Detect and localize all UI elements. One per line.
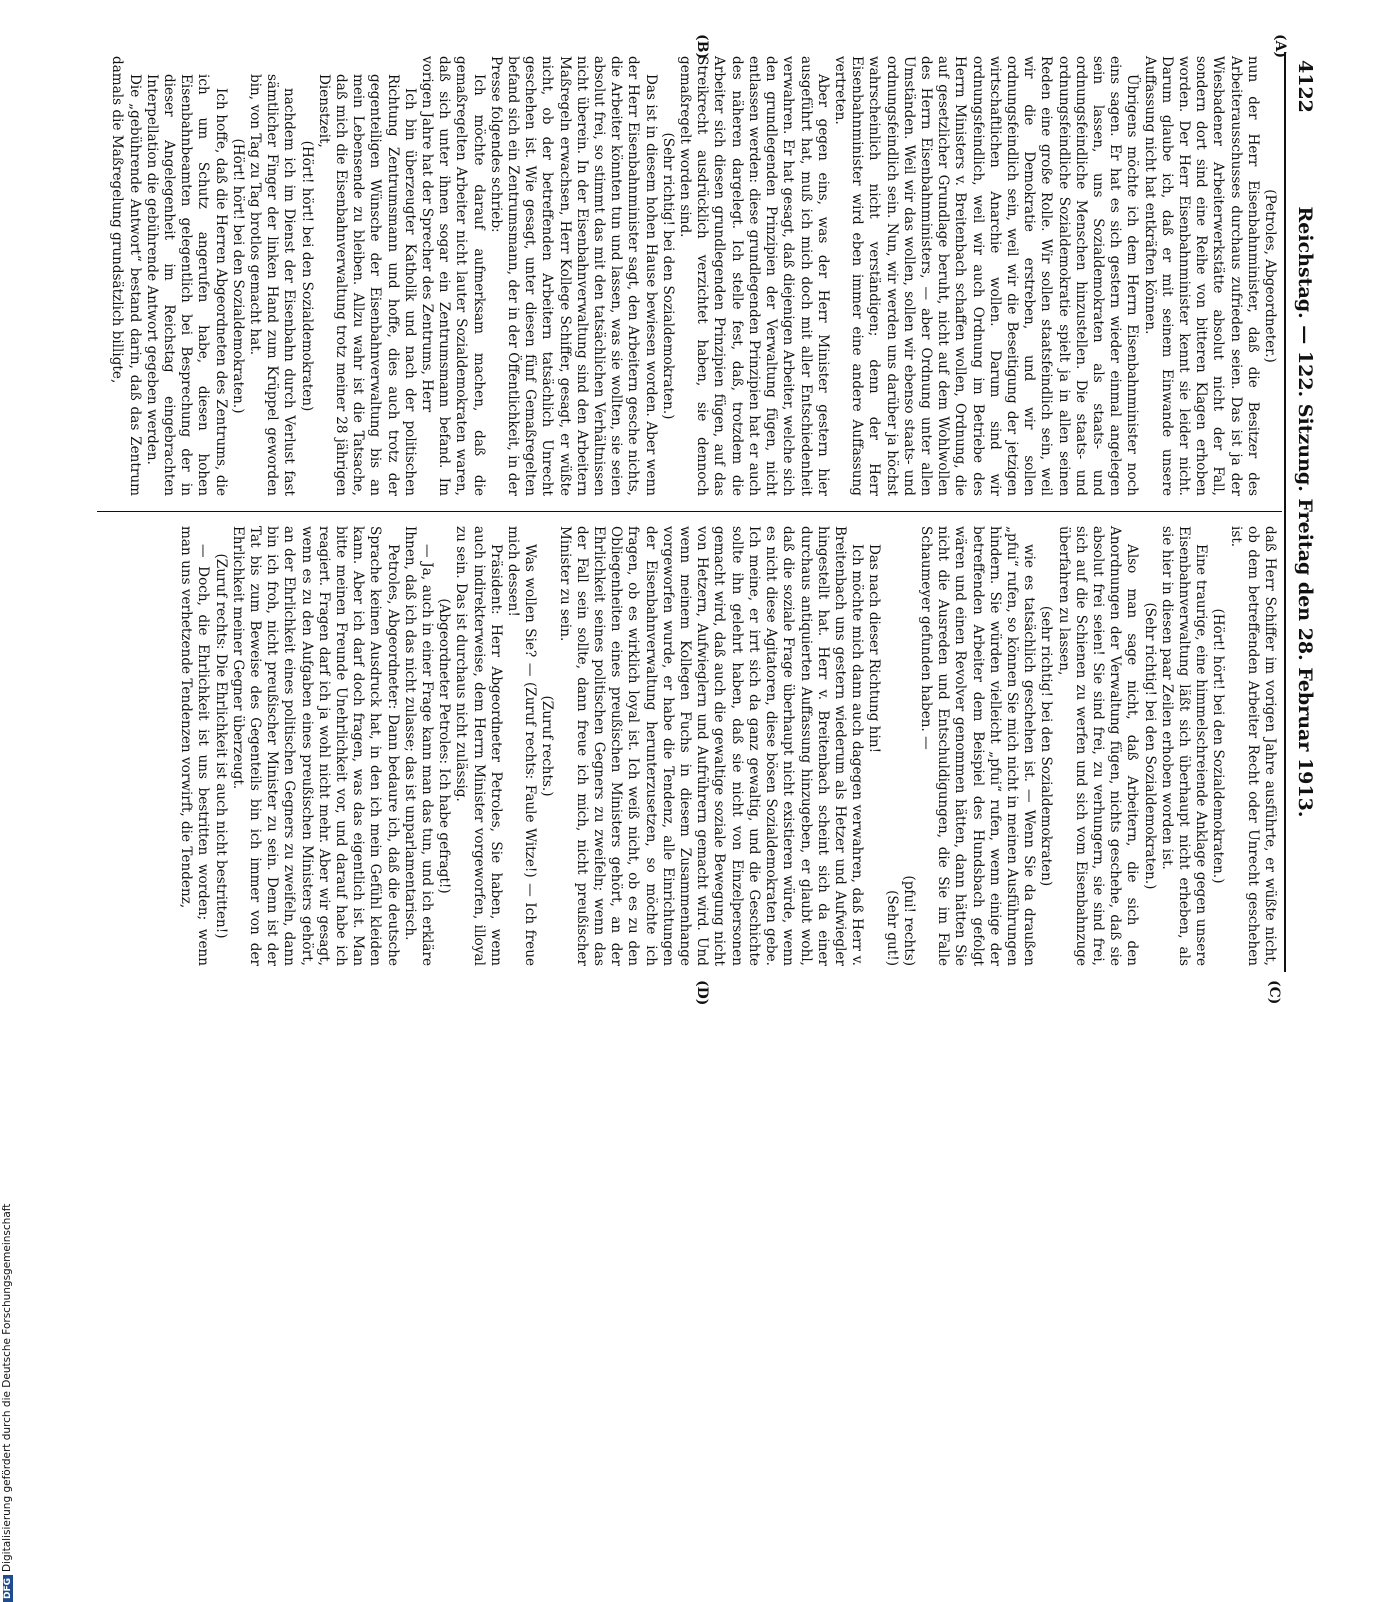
interjection: (Abgeordneter Petroles: Ich habe gefragt!) <box>436 598 453 894</box>
paragraph: wie es tatsächlich geschehen ist. — Wenn Sie da draußen „pfui“ rufen, so können Sie mich nicht in meinen Ausführungen hindern. Sie würden vielleicht „pfui“ rufen, wenn einige der betreffenden Arbeiter dem Beispiel des Hundsbach gefolgt wären und einen Revolver genommen hätten, dann hätten Sie nicht die Ausreden und Entschuldigungen, die Sie im Falle Schaumeyer gefunden haben. — <box>917 526 1038 966</box>
paragraph: Aber gegen eins, was der Herr Minister gestern hier ausgeführt hat, muß ich mich doch mit aller Entschiedenheit verwahren. Er hat gesagt, daß diejenigen Arbeiter, welche sich den grundlegenden Prinzipien der Verwaltung fügen, nicht entlassen werden: diese grundlegenden Prinzipien hat er auch des näheren dargelegt. Ich stelle fest, daß, trotzdem die Arbeiter sich diesen grundlegenden Prinzipien fügen, auf das Streikrecht ausdrücklich verzichtet haben, sie dennoch gemaßregelt worden sind. <box>677 56 831 496</box>
paragraph: Was wollen Sie? — (Zuruf rechts: Faule Witze!) — Ich freue mich dessen! <box>505 526 539 966</box>
margin-mark-b: (B) <box>694 34 710 60</box>
paragraph: Ich möchte mich dann auch dagegen verwahren, daß Herr v. Breitenbach uns gestern wiederum als Hetzer und Aufwiegler hingestellt hat. Herr v. Breitenbach scheint sich da einer durchaus antiquierten Auffassung hinzugeben, er glaubt wohl, daß die soziale Frage überhaupt nicht existieren würde, wenn es nicht diese Agitatoren, diese bösen Sozialdemokraten gebe. Ich meine, er irrt sich da ganz gewaltig, und die Geschichte sollte ihn gelehrt haben, daß sie nicht von Einzelpersonen gemacht wird, daß auch die gewaltige soziale Bewegung nicht von Hetzern, Aufwieglern und Aufrührern gemacht wird. Und wenn meinem Kollegen Fuchs in diesem Zusammenhange vorgeworfen wurde, er habe die Tendenz, alle Einrichtungen der Eisenbahnverwaltung herunterzusetzen, so möchte ich fragen, ob es wirklich loyal ist. Ich weiß nicht, ob es zu den Obliegenheiten eines preußischen Ministers gehört, an der Ehrlichkeit seines politischen Gegners zu zweifeln; wenn das der Fall sein sollte, dann freue ich mich, nicht preußischer Minister zu sein. <box>556 526 866 966</box>
running-title: Reichstag. — 122. Sitzung. Freitag den 28. Februar 1913. <box>1294 206 1316 818</box>
running-header <box>1288 52 1318 972</box>
dfg-logo: DFG <box>3 1575 13 1602</box>
digitization-credit <box>1 1203 15 1602</box>
paragraph: Übrigens möchte ich dem Herrn Eisenbahnminister noch eins sagen. Er hat es sich gestern wieder einmal angelegen sein lassen, uns Sozialdemokraten als staats- und ordnungsfeindliche Menschen hinzustellen. Die staats- und ordnungsfeindliche Sozialdemokratie spielt ja in allen seinen Reden eine große Rolle. Wir sollen staatsfeindlich sein, weil wir die Demokratie erstreben, und wir sollen ordnungsfeindlich sein, weil wir die Beseitigung der jetzigen wirtschaftlichen Anarchie wollen. Darum sind wir ordnungsfeindlich, weil wir auch Ordnung im Betriebe des Herrn Ministers v. Breitenbach schaffen wollen, Ordnung, die auf gesetzlicher Grundlage beruht, nicht auf dem Wohlwollen des Herrn Eisenbahnministers, — aber Ordnung unter allen Umständen. Weil wir das wollen, sollen wir ebenso staats- und ordnungsfeindlich sein. Nun, wir werden uns darüber ja höchst wahrscheinlich nicht verständigen; denn der Herr Eisenbahnminister wird eben immer eine andere Auffassung vertreten. <box>831 56 1141 496</box>
margin-mark-d: (D) <box>694 980 710 1006</box>
right-column <box>177 526 1278 966</box>
paragraph: — Ja, auch in einer Frage kann man das tun, und ich erkläre Ihnen, daß ich das nicht zulasse; das ist unparlamentarisch. <box>401 526 436 966</box>
paragraph: Das nach dieser Richtung hin! <box>866 544 883 754</box>
quotation: nachdem ich im Dienst der Eisenbahn durch Verlust fast sämtlicher Finger der linken Hand zum Krüppel geworden bin, von Tag zu Tag brotlos gemacht hat. <box>247 74 298 496</box>
header-rule <box>1284 52 1286 972</box>
interjection: (Hört! hört! bei den Sozialdemokraten.) <box>229 138 246 414</box>
paragraph: Die „gebührende Antwort“ bestand darin, daß das Zentrum damals die Maßregelung grundsätzlich billigte, <box>109 56 143 496</box>
interjection: (Zuruf rechts: Die Ehrlichkeit ist auch nicht bestritten!) <box>212 553 229 939</box>
quotation: Ich bin überzeugter Katholik und nach der politischen Richtung Zentrumsmann und hoffe, dies auch trotz der gegenteiligen Wünsche der Eisenbahnverwaltung bis an mein Lebensende zu bleiben. Allzu wahr ist die Tatsache, daß mich die Eisenbahnverwaltung trotz meiner 28 jährigen Dienstzeit, <box>315 74 418 496</box>
president-speech: Präsident: Herr Abgeordneter Petroles, Sie haben, wenn auch indirekterweise, dem Herrn Minister vorgeworfen, illoyal zu sein. Das ist durchaus nicht zulässig. <box>453 526 504 966</box>
interjection: (Sehr richtig! bei den Sozialdemokraten.) <box>659 132 676 420</box>
interjection: (Sehr gut!) <box>883 890 900 966</box>
quotation: Ich hoffe, daß die Herren Abgeordneten des Zentrums, die ich um Schutz angerufen habe, diesen hohen Eisenbahnbeamten gelegentlich bei Besprechung der in dieser Angelegenheit im Reichstag eingebrachten Interpellation die gebührende Antwort gegeben werden. <box>143 74 229 496</box>
left-column <box>108 56 1278 496</box>
page-number: 4122 <box>1294 60 1316 113</box>
paragraph: nun der Herr Eisenbahnminister, daß die Besitzer des Arbeiterausschusses durchaus zufrieden seien. Das ist ja der Wiesbadener Arbeiterwerkstätte absolut nicht der Fall, sondern dort sind eine Reihe von bitteren Klagen erhoben worden. Der Herr Eisenbahnminister kennt sie leider nicht. Darum glaube ich, daß er mit seinem Einwande unsere Auffassung nicht hat entkräften können. <box>1141 56 1261 496</box>
margin-mark-c: (C) <box>1266 980 1282 1005</box>
speaker-line: (Petroles, Abgeordneter.) <box>1262 189 1278 363</box>
paragraph: Das ist in diesem hohen Hause bewiesen worden. Aber wenn der Herr Eisenbahnminister sagt, den Arbeitern gesche nichts, die Arbeiter könnten tun und lassen, was sie wollten, sie seien absolut frei, so stimmt das mit den tatsächlichen Verhältnissen nicht überein. In der Eisenbahnverwaltung sind den Arbeitern Maßregeln erwachsen, Herr Kollege Schiffer, gesagt, er wüßte nicht, ob der betreffenden Arbeitern tatsächlich Unrecht geschehen ist. Wie gesagt, unter diesen fünf Gemaßregelten befand sich ein Zentrumsmann, der in der Öffentlichkeit, in der Presse folgendes schrieb: <box>487 56 659 496</box>
interjection: (Hört! hört! bei den Sozialdemokraten.) <box>1210 608 1227 884</box>
interjection: (sehr richtig! bei den Sozialdemokraten) <box>1038 605 1055 887</box>
interjection: (Hört! hört! bei den Sozialdemokraten) <box>298 140 315 412</box>
interjection: (pfui! rechts) <box>900 875 917 966</box>
rotated-page <box>93 34 1318 1006</box>
margin-mark-a: (A) <box>1272 34 1288 59</box>
paragraph: daß Herr Schiffer im vorigen Jahre ausführte, er wüßte nicht, ob dem betreffenden Arbeiter Recht oder Unrecht geschehen ist. <box>1227 526 1278 966</box>
paragraph: Also man sage nicht, daß Arbeitern, die sich den Anordnungen der Verwaltung fügen, nichts geschehe, daß sie absolut frei seien! Sie sind frei, zu verhungern, sie sind frei, sich auf die Schienen zu werfen und sich vom Eisenbahnzuge überfahren zu lassen, <box>1055 526 1141 966</box>
column-rule <box>97 511 1282 512</box>
paragraph: — Doch, die Ehrlichkeit ist uns bestritten worden; wenn man uns verhetzende Tendenzen vorwirft, die Tendenz, <box>178 526 212 966</box>
paragraph: Ich möchte darauf aufmerksam machen, daß die gemaßregelten Arbeiter nicht lauter Sozialdemokraten waren, daß sich unter ihnen sogar ein Zentrumsmann befand. Im vorigen Jahre hat der Sprecher des Zentrums, Herr <box>419 56 487 496</box>
interjection: (Zuruf rechts.) <box>539 695 556 797</box>
paragraph: Eine traurige, eine himmelschreiende Anklage gegen unsere Eisenbahnverwaltung läßt sich überhaupt nicht erheben, als sie hier in diesen paar Zeilen erhoben worden ist. <box>1158 526 1210 966</box>
interjection: (Sehr richtig! bei den Sozialdemokraten.) <box>1141 602 1158 890</box>
speaker-speech: Petroles, Abgeordneter: Dann bedaure ich, daß die deutsche Sprache keinen Ausdruck hat, in den ich mein Gefühl kleiden kann. Aber ich darf doch fragen, was das eigentlich ist. Man bitte meinen Freunde Unehrlichkeit vor, und darauf habe ich reagiert. Fragen darf ich ja wohl nicht mehr. Aber wir gesagt, wenn es zu den Aufgaben eines preußischen Ministers gehört, an der Ehrlichkeit eines politischen Gegners zu zweifeln, dann bin ich froh, nicht preußischer Minister zu sein. Denn ist der Tat bis zum Beweise des Gegenteils bin ich immer von der Ehrlichkeit meiner Gegner überzeugt. <box>229 526 401 966</box>
credit-text: Digitalisierung gefördert durch die Deutsche Forschungsgemeinschaft <box>1 1203 13 1572</box>
